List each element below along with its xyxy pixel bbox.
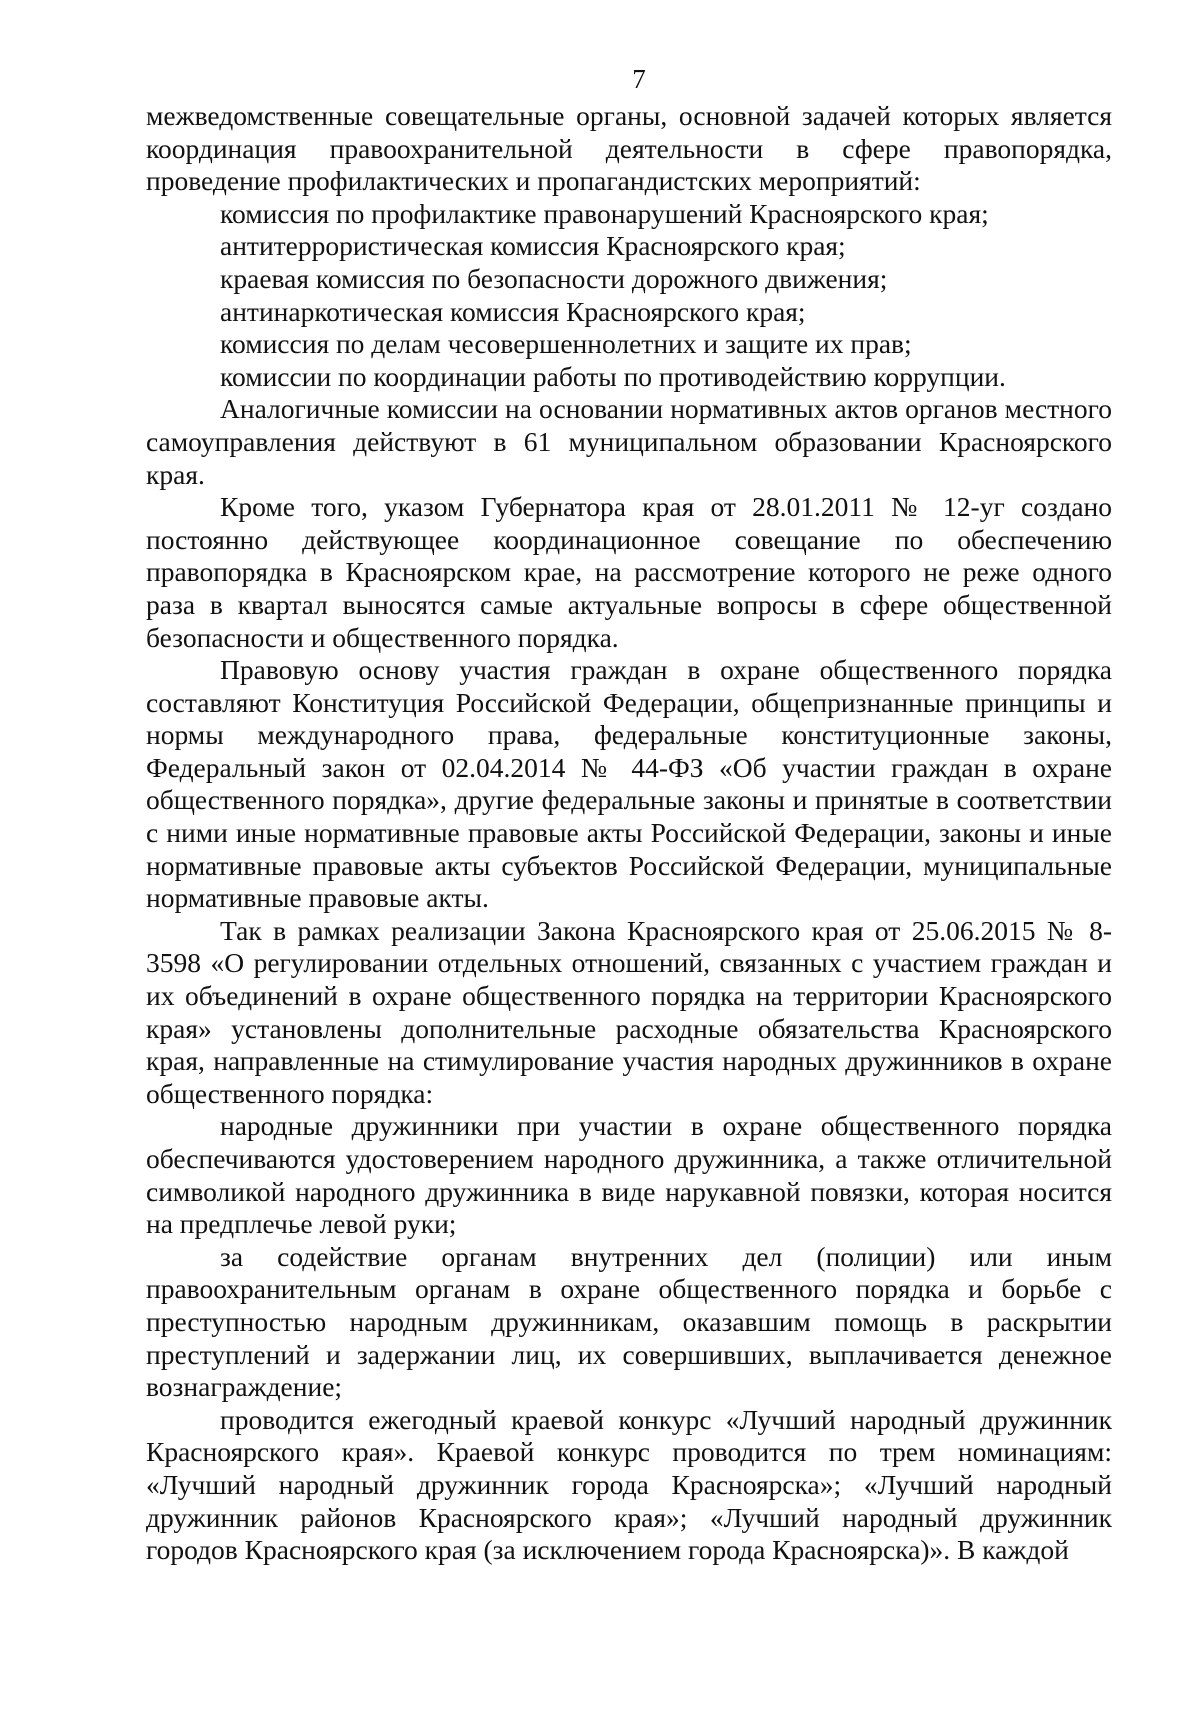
list-item: комиссия по профилактике правонарушений Красноярского края; [220,197,989,229]
page-number: 7 [632,64,646,94]
paragraph: Так в рамках реализации Закона Красноярского края от 25.06.2015 № 8-3598 «О регулировании отдельных отношений, связанных с участием граждан и их объединений в охране общественного порядка на территории Красноярского края» установлены дополнительные расходные обязательства Красноярского края, направленные на стимулирование участия народных дружинников в охране общественного порядка: [146,914,1112,1109]
list-item: краевая комиссия по безопасности дорожного движения; [220,262,888,294]
list-item: антинаркотическая комиссия Красноярского края; [220,295,806,327]
paragraph: межведомственные совещательные органы, основной задачей которых является координация правоохранительной деятельности в сфере правопорядка, проведение профилактических и пропагандистских мероприятий: [146,100,1112,197]
paragraph: Аналогичные комиссии на основании нормативных актов органов местного самоуправления действуют в 61 муниципальном образовании Красноярского края. [146,393,1112,490]
paragraph: проводится ежегодный краевой конкурс «Лучший народный дружинник Красноярского края». Краевой конкурс проводится по трем номинациям: «Лучший народный дружинник города Красноярска»; «Лучший народный дружинник районов Красноярского края»; «Лучший народный дружинник городов Красноярского края (за исключением города Красноярска)». В каждой [146,1403,1112,1566]
list-item: комиссии по координации работы по противодействию коррупции. [220,360,1006,392]
paragraph: Правовую основу участия граждан в охране общественного порядка составляют Конституция Российской Федерации, общепризнанные принципы и нормы международного права, федеральные конституционные законы, Федеральный закон от 02.04.2014 № 44-ФЗ «Об участии граждан в охране общественного порядка», другие федеральные законы и принятые в соответствии с ними иные нормативные правовые акты Российской Федерации, законы и иные нормативные правовые акты субъектов Российской Федерации, муниципальные нормативные правовые акты. [146,654,1112,914]
paragraph: народные дружинники при участии в охране общественного порядка обеспечиваются удостоверением народного дружинника, а также отличительной символикой народного дружинника в виде нарукавной повязки, которая носится на предплечье левой руки; [146,1110,1112,1240]
paragraph: за содействие органам внутренних дел (полиции) или иным правоохранительным органам в охране общественного порядка и борьбе с преступностью народным дружинникам, оказавшим помощь в раскрытии преступлений и задержании лиц, их совершивших, выплачивается денежное вознаграждение; [146,1240,1112,1403]
paragraph: Кроме того, указом Губернатора края от 28.01.2011 № 12-уг создано постоянно действующее координационное совещание по обеспечению правопорядка в Красноярском крае, на рассмотрение которого не реже одного раза в квартал выносятся самые актуальные вопросы в сфере общественной безопасности и общественного порядка. [146,491,1112,653]
document-body [146,100,1112,1567]
list-item: антитеррористическая комиссия Красноярского края; [220,230,846,262]
list-item: комиссия по делам чесовершеннолетних и защите их прав; [220,328,912,360]
